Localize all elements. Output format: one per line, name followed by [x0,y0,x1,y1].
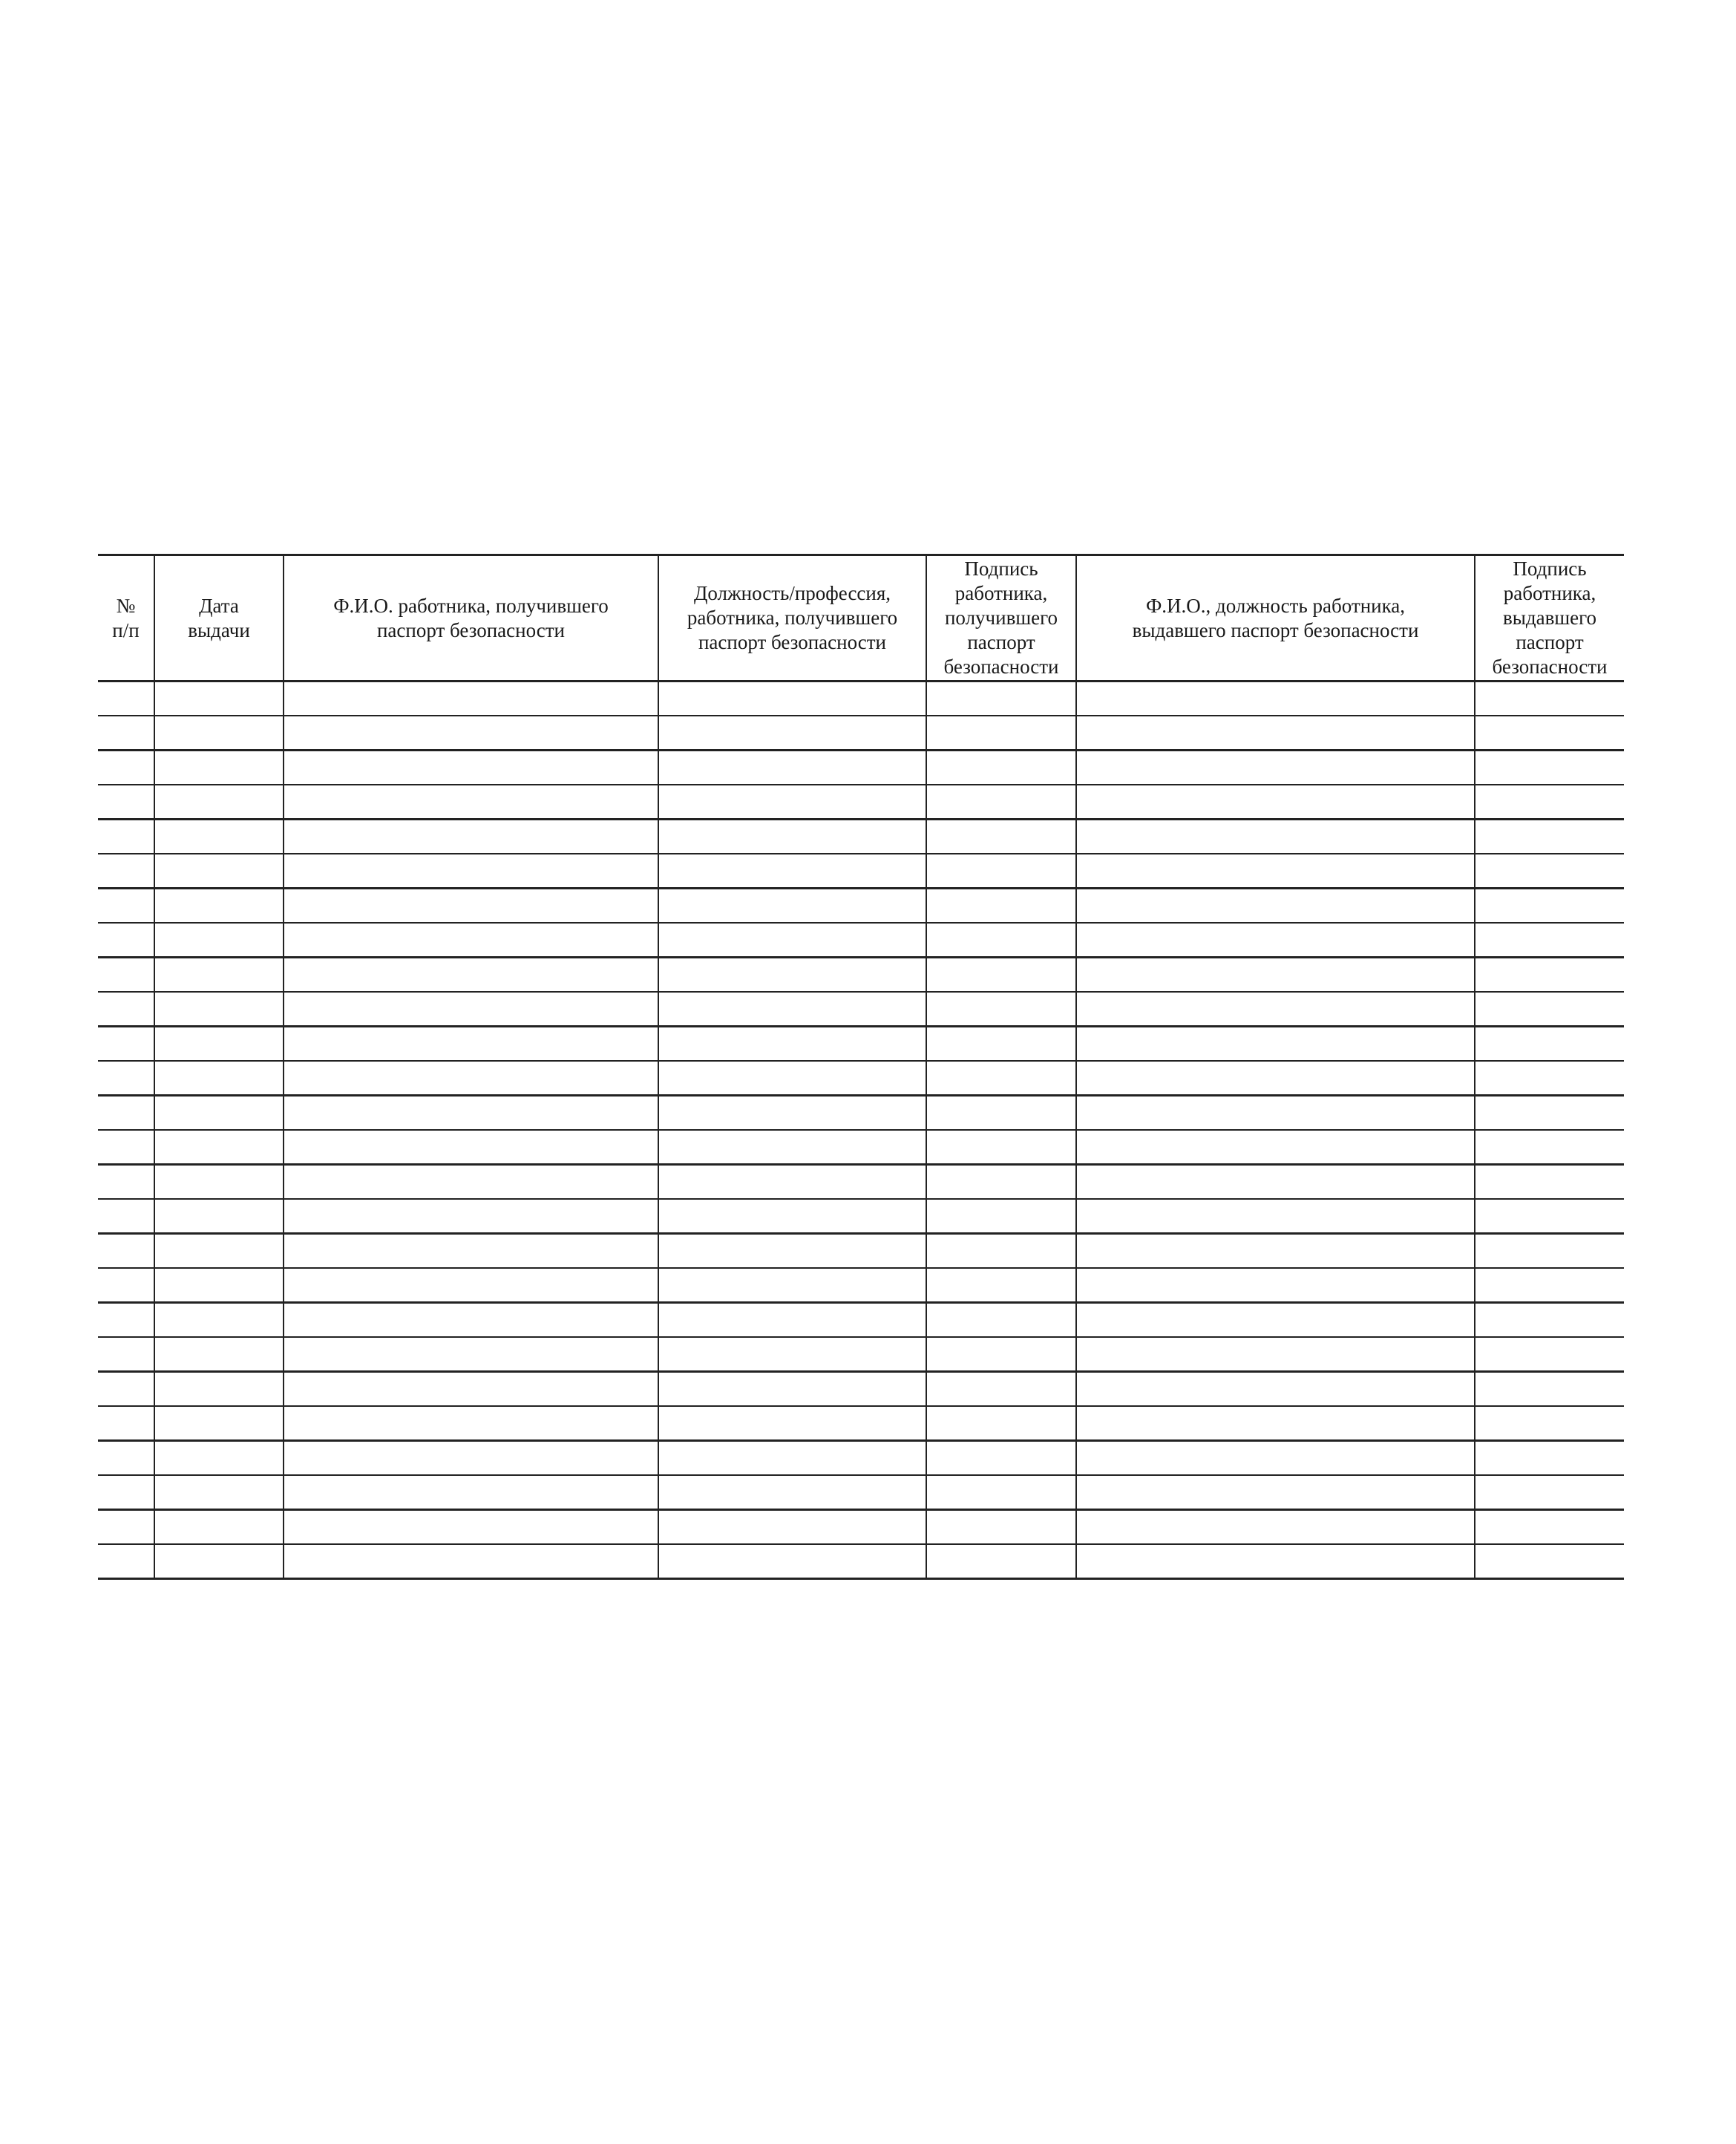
cell-receiver-signature [926,1130,1076,1165]
cell-receiver-position [658,820,926,854]
cell-receiver-signature [926,854,1076,889]
cell-issuer-signature [1475,1268,1624,1303]
cell-receiver-signature [926,1061,1076,1096]
cell-issuer [1076,1027,1475,1062]
cell-issuer-signature [1475,1234,1624,1269]
cell-issuer-signature [1475,1165,1624,1200]
cell-date [154,1406,284,1441]
cell-receiver-signature [926,1441,1076,1476]
cell-receiver-signature [926,1096,1076,1131]
cell-receiver-position [658,1096,926,1131]
cell-issuer [1076,1510,1475,1545]
table-row [98,1268,1624,1303]
cell-issuer-signature [1475,889,1624,924]
cell-issuer-signature [1475,785,1624,820]
cell-issuer [1076,682,1475,716]
cell-receiver-name [284,1165,658,1200]
cell-number [98,1165,154,1200]
table-row [98,1061,1624,1096]
table-row [98,1303,1624,1338]
cell-number [98,1337,154,1372]
cell-number [98,716,154,751]
cell-date [154,1544,284,1579]
cell-receiver-position [658,958,926,993]
column-header-receiver-position: Должность/профессия, работника, получившего паспорт безопасности [658,555,926,682]
cell-number [98,785,154,820]
cell-issuer [1076,1337,1475,1372]
cell-issuer-signature [1475,1372,1624,1407]
cell-date [154,923,284,958]
cell-receiver-name [284,1475,658,1510]
cell-issuer-signature [1475,751,1624,785]
cell-receiver-name [284,958,658,993]
cell-issuer [1076,716,1475,751]
cell-number [98,1406,154,1441]
cell-date [154,751,284,785]
cell-receiver-position [658,716,926,751]
cell-date [154,1268,284,1303]
cell-issuer-signature [1475,923,1624,958]
cell-receiver-signature [926,1406,1076,1441]
cell-number [98,1027,154,1062]
cell-issuer-signature [1475,1061,1624,1096]
cell-receiver-position [658,1061,926,1096]
cell-issuer-signature [1475,1475,1624,1510]
cell-issuer [1076,1441,1475,1476]
cell-number [98,889,154,924]
cell-date [154,1234,284,1269]
table-row [98,1096,1624,1131]
cell-receiver-position [658,992,926,1027]
cell-issuer-signature [1475,854,1624,889]
cell-number [98,682,154,716]
cell-issuer [1076,923,1475,958]
cell-issuer [1076,1096,1475,1131]
cell-receiver-name [284,1268,658,1303]
cell-number [98,820,154,854]
cell-date [154,785,284,820]
cell-number [98,1061,154,1096]
cell-date [154,1441,284,1476]
cell-receiver-position [658,1199,926,1234]
cell-number [98,1096,154,1131]
cell-receiver-signature [926,1165,1076,1200]
cell-receiver-name [284,1234,658,1269]
cell-number [98,1441,154,1476]
cell-receiver-signature [926,1027,1076,1062]
cell-receiver-signature [926,1199,1076,1234]
cell-date [154,1130,284,1165]
column-header-date: Дата выдачи [154,555,284,682]
cell-issuer [1076,1475,1475,1510]
cell-receiver-name [284,785,658,820]
cell-receiver-name [284,923,658,958]
cell-receiver-position [658,854,926,889]
cell-receiver-name [284,1303,658,1338]
cell-receiver-signature [926,1268,1076,1303]
cell-receiver-name [284,1441,658,1476]
table-row [98,785,1624,820]
cell-receiver-name [284,1406,658,1441]
table-row [98,889,1624,924]
cell-receiver-name [284,1544,658,1579]
cell-receiver-name [284,889,658,924]
cell-number [98,1268,154,1303]
cell-issuer [1076,1130,1475,1165]
cell-number [98,1510,154,1545]
cell-issuer [1076,1303,1475,1338]
cell-issuer-signature [1475,1406,1624,1441]
cell-receiver-name [284,854,658,889]
cell-receiver-position [658,1027,926,1062]
cell-receiver-name [284,992,658,1027]
cell-receiver-signature [926,923,1076,958]
cell-issuer [1076,1165,1475,1200]
cell-issuer-signature [1475,1510,1624,1545]
cell-issuer [1076,854,1475,889]
table-row [98,1510,1624,1545]
cell-issuer-signature [1475,1199,1624,1234]
cell-issuer-signature [1475,716,1624,751]
cell-receiver-name [284,1096,658,1131]
cell-issuer-signature [1475,682,1624,716]
cell-receiver-name [284,751,658,785]
cell-number [98,1372,154,1407]
cell-issuer [1076,1268,1475,1303]
table-header-row [98,555,1624,682]
cell-receiver-signature [926,716,1076,751]
cell-issuer [1076,751,1475,785]
cell-date [154,716,284,751]
table-row [98,751,1624,785]
cell-receiver-position [658,785,926,820]
cell-date [154,889,284,924]
cell-number [98,1544,154,1579]
cell-receiver-position [658,751,926,785]
table-row [98,1441,1624,1476]
cell-receiver-signature [926,889,1076,924]
cell-receiver-signature [926,1510,1076,1545]
cell-issuer-signature [1475,1441,1624,1476]
table-row [98,682,1624,716]
column-header-receiver-signature: Подпись работника, получившего паспорт безопасности [926,555,1076,682]
cell-issuer-signature [1475,1027,1624,1062]
cell-number [98,992,154,1027]
table-row [98,716,1624,751]
table-row [98,1372,1624,1407]
cell-date [154,1303,284,1338]
table-row [98,958,1624,993]
cell-issuer [1076,1406,1475,1441]
cell-receiver-position [658,1544,926,1579]
cell-date [154,1165,284,1200]
cell-issuer [1076,1234,1475,1269]
cell-receiver-position [658,1510,926,1545]
table-row [98,1130,1624,1165]
cell-issuer [1076,889,1475,924]
cell-receiver-position [658,682,926,716]
cell-receiver-name [284,820,658,854]
cell-receiver-position [658,1130,926,1165]
cell-receiver-name [284,1337,658,1372]
cell-number [98,1475,154,1510]
table-row [98,992,1624,1027]
cell-receiver-position [658,1441,926,1476]
cell-issuer [1076,992,1475,1027]
cell-date [154,1061,284,1096]
cell-receiver-signature [926,1544,1076,1579]
cell-number [98,1199,154,1234]
table-row [98,923,1624,958]
cell-issuer-signature [1475,1303,1624,1338]
cell-receiver-position [658,1268,926,1303]
cell-issuer-signature [1475,1544,1624,1579]
table-row [98,1027,1624,1062]
cell-receiver-name [284,1061,658,1096]
cell-receiver-signature [926,785,1076,820]
cell-receiver-signature [926,1303,1076,1338]
table-row [98,1406,1624,1441]
cell-issuer [1076,785,1475,820]
cell-receiver-signature [926,1372,1076,1407]
column-header-issuer-signature: Подпись работника, выдавшего паспорт безопасности [1475,555,1624,682]
cell-issuer [1076,1372,1475,1407]
cell-date [154,958,284,993]
column-header-issuer: Ф.И.О., должность работника, выдавшего паспорт безопасности [1076,555,1475,682]
table-row [98,1165,1624,1200]
passport-issue-log-table [98,554,1624,1580]
cell-issuer-signature [1475,992,1624,1027]
cell-receiver-signature [926,992,1076,1027]
table-row [98,1544,1624,1579]
cell-number [98,1130,154,1165]
cell-receiver-signature [926,751,1076,785]
cell-issuer-signature [1475,1337,1624,1372]
table-row [98,1199,1624,1234]
table-row [98,1234,1624,1269]
cell-date [154,854,284,889]
cell-issuer [1076,958,1475,993]
cell-issuer-signature [1475,820,1624,854]
cell-receiver-signature [926,1475,1076,1510]
cell-receiver-name [284,682,658,716]
cell-date [154,992,284,1027]
cell-date [154,1027,284,1062]
cell-number [98,1234,154,1269]
cell-date [154,1372,284,1407]
cell-issuer [1076,1061,1475,1096]
table-row [98,820,1624,854]
cell-receiver-position [658,889,926,924]
cell-receiver-position [658,923,926,958]
cell-number [98,751,154,785]
cell-number [98,854,154,889]
cell-issuer [1076,1544,1475,1579]
cell-receiver-position [658,1303,926,1338]
cell-receiver-position [658,1165,926,1200]
cell-receiver-name [284,1372,658,1407]
cell-issuer [1076,1199,1475,1234]
cell-receiver-name [284,716,658,751]
cell-number [98,1303,154,1338]
cell-receiver-name [284,1130,658,1165]
cell-date [154,1475,284,1510]
cell-receiver-position [658,1475,926,1510]
cell-issuer-signature [1475,958,1624,993]
cell-date [154,1337,284,1372]
cell-issuer [1076,820,1475,854]
cell-number [98,923,154,958]
cell-receiver-name [284,1027,658,1062]
cell-receiver-signature [926,682,1076,716]
cell-date [154,682,284,716]
cell-receiver-name [284,1199,658,1234]
cell-number [98,958,154,993]
cell-receiver-signature [926,1337,1076,1372]
table-row [98,1337,1624,1372]
table-row [98,854,1624,889]
cell-receiver-position [658,1406,926,1441]
column-header-receiver-name: Ф.И.О. работника, получившего паспорт безопасности [284,555,658,682]
cell-date [154,1199,284,1234]
cell-receiver-signature [926,1234,1076,1269]
cell-date [154,1510,284,1545]
cell-date [154,820,284,854]
cell-receiver-name [284,1510,658,1545]
cell-date [154,1096,284,1131]
cell-receiver-position [658,1372,926,1407]
cell-issuer-signature [1475,1096,1624,1131]
cell-receiver-position [658,1234,926,1269]
cell-receiver-signature [926,820,1076,854]
cell-receiver-signature [926,958,1076,993]
table-row [98,1475,1624,1510]
table-body [98,682,1624,1579]
cell-receiver-position [658,1337,926,1372]
cell-issuer-signature [1475,1130,1624,1165]
column-header-number: № п/п [98,555,154,682]
